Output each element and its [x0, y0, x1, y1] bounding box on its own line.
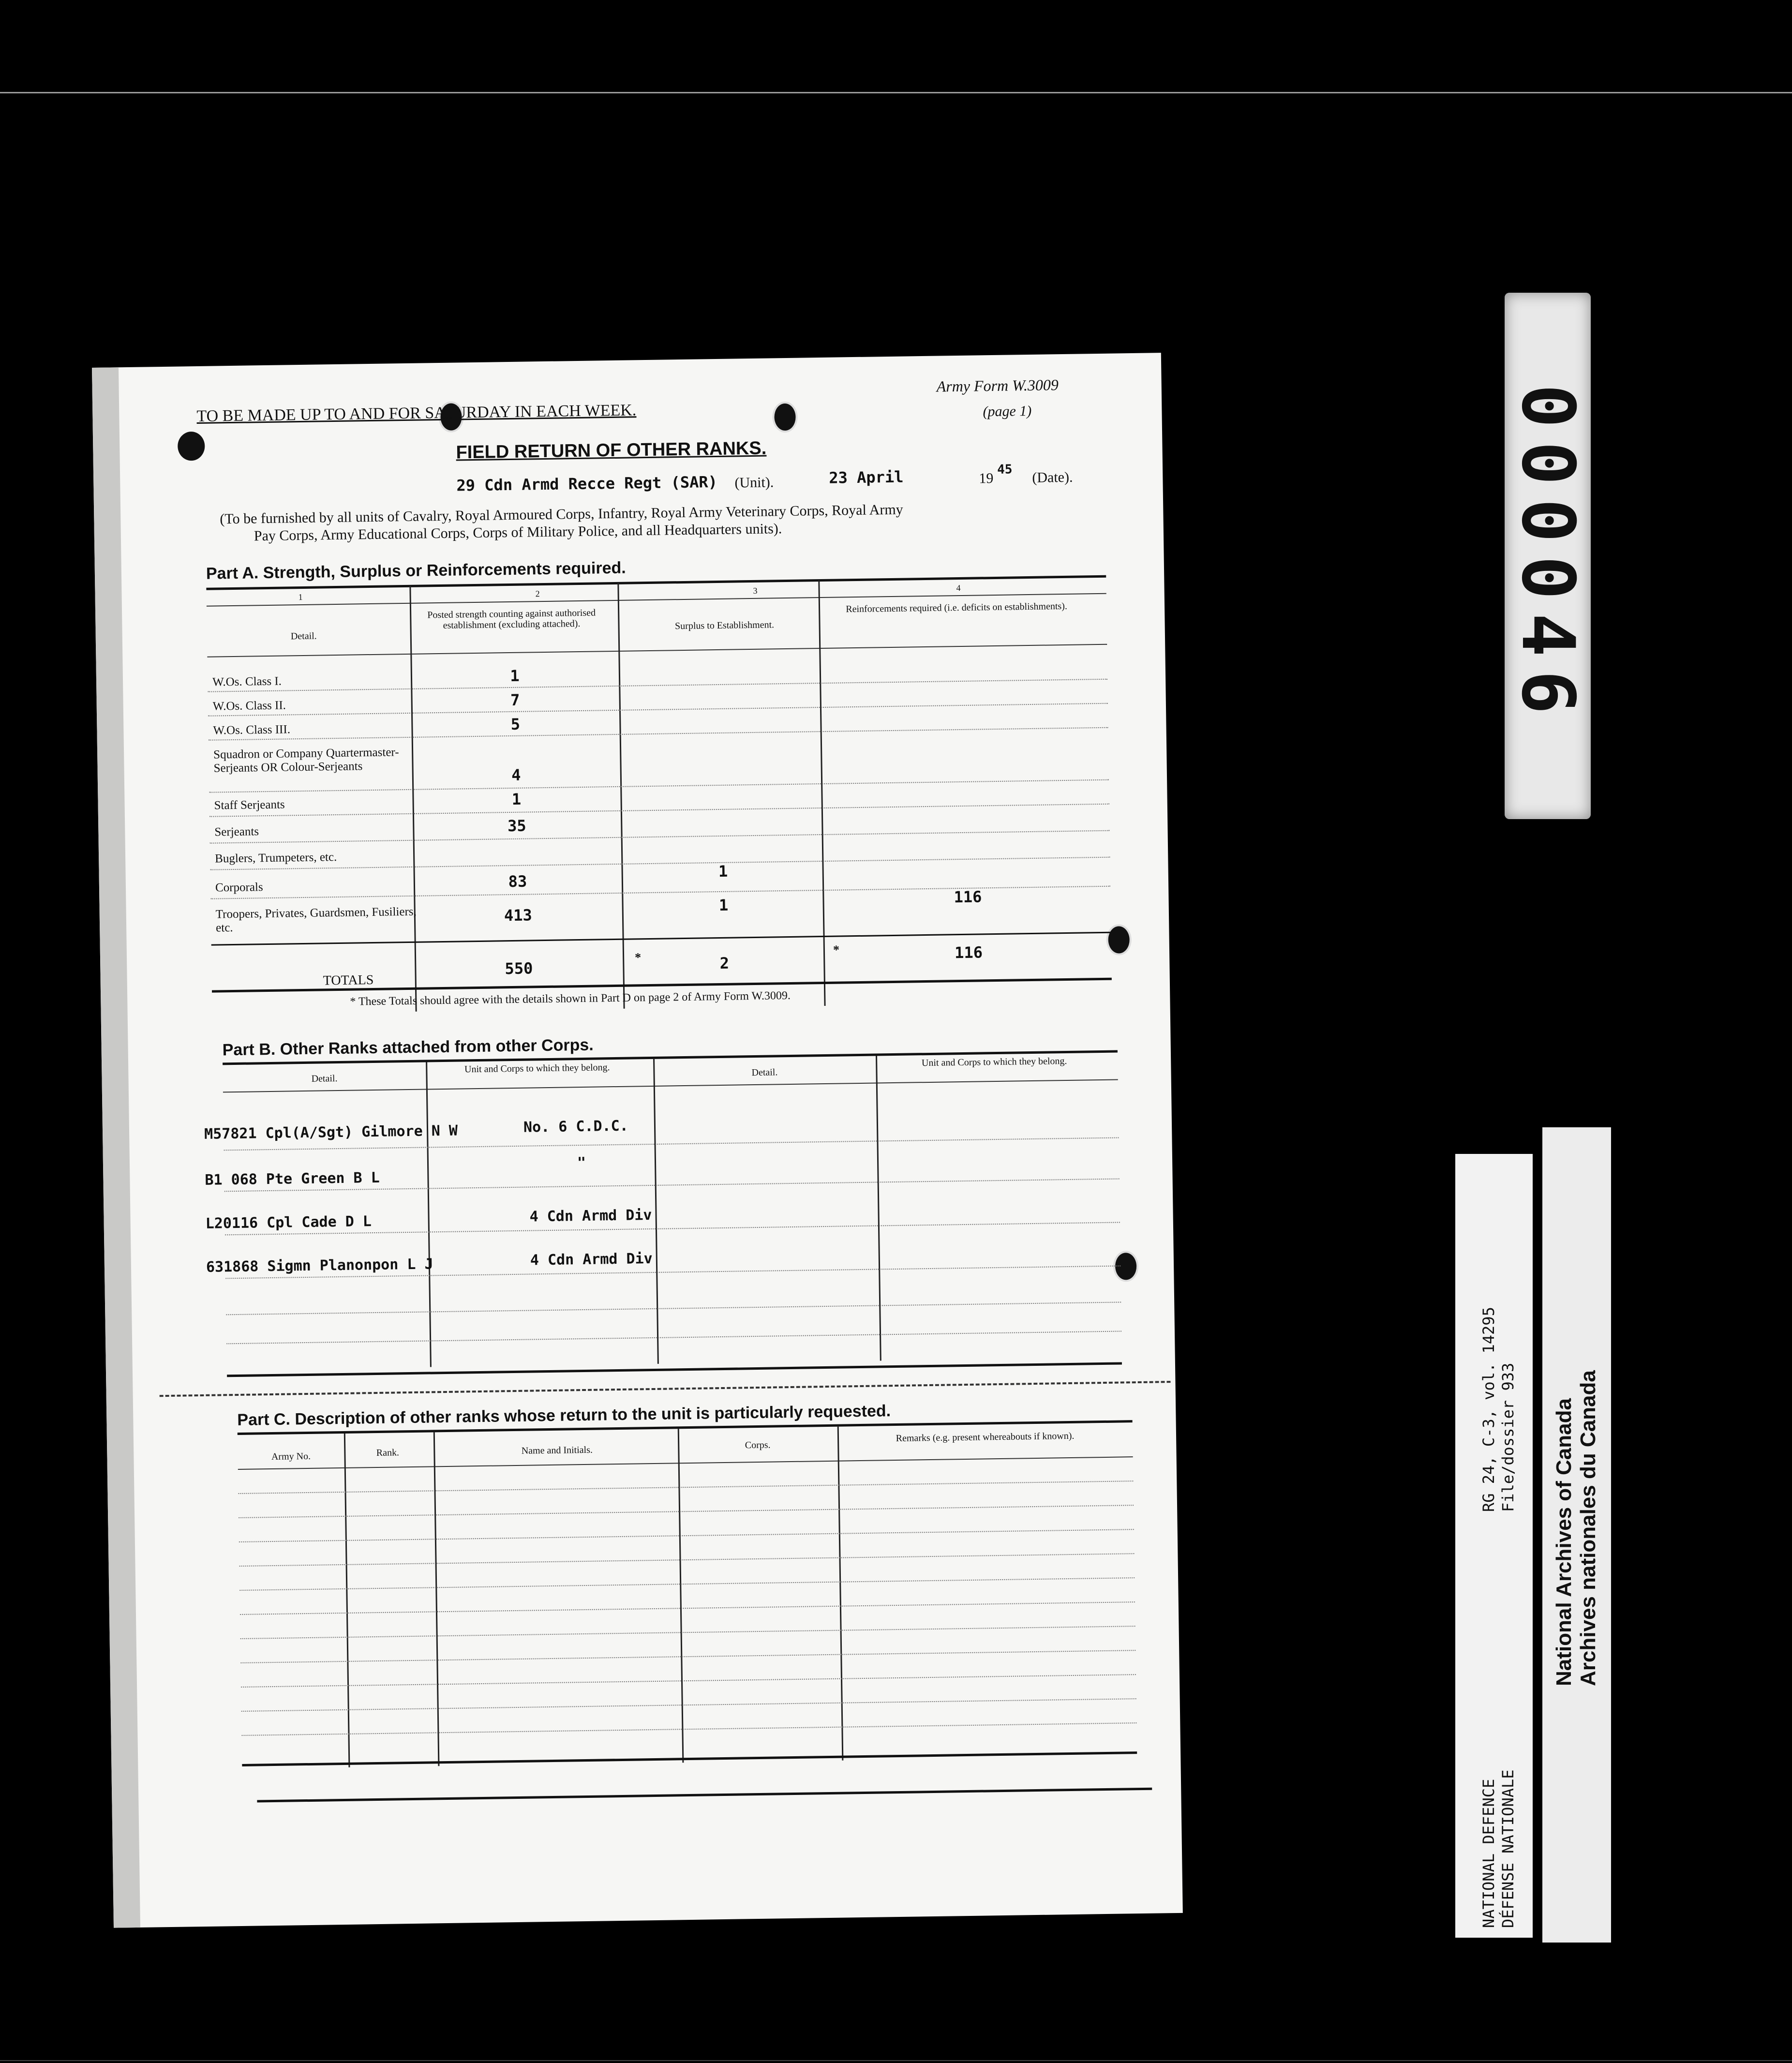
row-reinforcements: 116	[954, 887, 982, 907]
row-rule	[208, 703, 1108, 717]
col-number: 3	[753, 585, 758, 596]
rule	[207, 644, 1107, 658]
frame-number: 000046	[1506, 384, 1590, 728]
row-posted: 7	[510, 690, 520, 709]
row-posted: 35	[507, 816, 526, 836]
row-rule	[209, 727, 1108, 741]
col-divider	[818, 580, 825, 1006]
paper-fold-edge	[92, 367, 140, 1928]
col-header-unit: Unit and Corps to which they belong.	[464, 1062, 610, 1075]
attached-detail: B1 068 Pte Green B L	[205, 1169, 380, 1189]
punch-hole	[772, 402, 798, 433]
attached-detail: L20116 Cpl Cade D L	[205, 1213, 372, 1232]
part-c-title: Part C. Description of other ranks whose return to the unit is particularly requested.	[237, 1402, 891, 1430]
row-rule	[240, 1650, 1135, 1663]
col-header-detail: Detail.	[290, 630, 317, 642]
col-number: 2	[535, 589, 540, 599]
department-line-2: DÉFENSE NATIONALE	[1499, 1769, 1517, 1928]
form-page: (page 1)	[983, 403, 1032, 420]
form-name: Army Form W.3009	[936, 376, 1059, 395]
unit-value: 29 Cdn Armd Recce Regt (SAR)	[456, 472, 718, 495]
reference-line-2: File/dossier 933	[1499, 1362, 1517, 1512]
year-prefix: 19	[979, 470, 994, 487]
row-rule	[239, 1529, 1134, 1542]
row-rule	[239, 1505, 1134, 1518]
row-detail: Buglers, Trumpeters, etc.	[215, 851, 337, 866]
unit-label: (Unit).	[734, 474, 774, 491]
rule	[238, 1456, 1133, 1470]
row-rule	[208, 679, 1107, 692]
instruction-note-2: Pay Corps, Army Educational Corps, Corps of Military Police, and all Headquarters units).	[254, 521, 782, 544]
row-posted: 83	[508, 872, 527, 891]
attached-detail: 631868 Sigmn Planonpon L J	[206, 1256, 433, 1276]
col-header-unit: Unit and Corps to which they belong.	[921, 1056, 1067, 1069]
attached-detail: M57821 Cpl(A/Sgt) Gilmore N W	[204, 1122, 458, 1143]
col-divider	[678, 1429, 684, 1763]
col-divider	[409, 586, 417, 1012]
col-divider	[837, 1427, 844, 1761]
col-divider	[653, 1059, 659, 1364]
row-surplus: 1	[718, 896, 729, 915]
col-header-detail: Detail.	[311, 1073, 338, 1084]
form-sheet	[92, 353, 1183, 1928]
instruction-note-1: (To be furnished by all units of Cavalry, Royal Armoured Corps, Infantry, Royal Army Veterinary Corps, Royal Army	[220, 501, 903, 527]
col-divider	[876, 1056, 881, 1360]
page-title: FIELD RETURN OF OTHER RANKS.	[456, 438, 767, 463]
archive-reference-label	[1455, 1154, 1533, 1938]
col-header-remarks: Remarks (e.g. present whereabouts if known).	[896, 1430, 1075, 1444]
col-header-army-no: Army No.	[271, 1450, 311, 1463]
ink-blot	[178, 432, 205, 461]
row-detail: Squadron or Company Quartermaster-Serjeants OR Colour-Serjeants	[213, 746, 399, 775]
row-detail: Staff Serjeants	[214, 798, 285, 812]
col-header-surplus: Surplus to Establishment.	[674, 619, 775, 632]
totals-footnote: * These Totals should agree with the details shown in Part D on page 2 of Army Form W.3009.	[350, 989, 791, 1008]
row-posted: 1	[511, 790, 522, 808]
attached-unit: "	[577, 1154, 586, 1172]
rule	[257, 1788, 1152, 1803]
film-border-bottom	[0, 2060, 1792, 2061]
col-header-corps: Corps.	[745, 1439, 771, 1451]
col-divider	[433, 1432, 440, 1766]
form-instruction: TO BE MADE UP TO AND FOR SATURDAY IN EACH WEEK.	[196, 401, 637, 425]
row-detail: W.Os. Class III.	[213, 723, 291, 737]
asterisk: *	[833, 942, 840, 957]
archive-name-label	[1542, 1127, 1611, 1943]
col-number: 1	[298, 592, 303, 602]
row-rule	[226, 1301, 1121, 1315]
col-header-reinforcements: Reinforcements required (i.e. deficits on establishments).	[846, 600, 1068, 615]
row-detail: Troopers, Privates, Guardsmen, Fusiliers, etc.	[215, 905, 417, 935]
col-number: 4	[956, 583, 961, 593]
asterisk: *	[634, 950, 642, 965]
punch-hole	[1106, 924, 1132, 956]
row-rule	[239, 1480, 1134, 1494]
part-a-title: Part A. Strength, Surplus or Reinforcements required.	[206, 558, 626, 583]
total-posted: 550	[505, 959, 533, 978]
row-posted: 1	[510, 666, 520, 685]
row-rule	[241, 1722, 1136, 1736]
attached-unit: 4 Cdn Armd Div	[529, 1207, 652, 1226]
part-b-title: Part B. Other Ranks attached from other Corps.	[222, 1035, 594, 1060]
row-rule	[226, 1330, 1121, 1344]
row-rule	[239, 1577, 1135, 1591]
row-rule	[210, 830, 1110, 844]
col-divider	[617, 583, 625, 1009]
row-posted: 413	[504, 906, 533, 925]
row-posted: 4	[511, 765, 521, 784]
col-header-detail: Detail.	[751, 1067, 778, 1078]
archive-name-fr: Archives nationales du Canada	[1576, 1370, 1600, 1686]
attached-unit: No. 6 C.D.C.	[523, 1117, 628, 1136]
date-label: (Date).	[1032, 469, 1073, 486]
col-header-posted: Posted strength counting against authorised establishment (excluding attached).	[427, 607, 596, 631]
rule	[227, 1362, 1122, 1377]
total-surplus: 2	[719, 954, 730, 972]
cut-line	[160, 1381, 1171, 1397]
col-divider	[426, 1062, 432, 1367]
row-rule	[240, 1601, 1135, 1615]
row-rule	[240, 1626, 1135, 1639]
year-value: 45	[997, 462, 1013, 477]
row-rule	[209, 804, 1109, 817]
department-line-1: NATIONAL DEFENCE	[1479, 1779, 1498, 1928]
attached-unit: 4 Cdn Armd Div	[530, 1250, 653, 1269]
col-header-rank: Rank.	[376, 1447, 400, 1459]
total-reinforcements: 116	[954, 943, 983, 962]
col-header-name: Name and Initials.	[521, 1444, 593, 1456]
frame-number-strip	[1505, 293, 1591, 819]
row-surplus: 1	[718, 862, 728, 881]
rule	[242, 1751, 1137, 1766]
row-rule	[209, 779, 1109, 793]
totals-label: TOTALS	[323, 972, 374, 988]
reference-line-1: RG 24, C-3, vol. 14295	[1479, 1307, 1498, 1512]
row-rule	[239, 1553, 1135, 1567]
film-border-top	[0, 92, 1792, 93]
row-rule	[241, 1698, 1136, 1712]
row-detail: W.Os. Class II.	[212, 699, 286, 713]
row-detail: W.Os. Class I.	[212, 674, 282, 689]
row-posted: 5	[510, 715, 521, 733]
col-divider	[344, 1434, 350, 1767]
date-value: 23 April	[829, 467, 904, 487]
row-detail: Serjeants	[214, 825, 259, 839]
row-detail: Corporals	[215, 881, 263, 895]
archive-name-en: National Archives of Canada	[1552, 1398, 1576, 1686]
row-rule	[241, 1674, 1136, 1688]
